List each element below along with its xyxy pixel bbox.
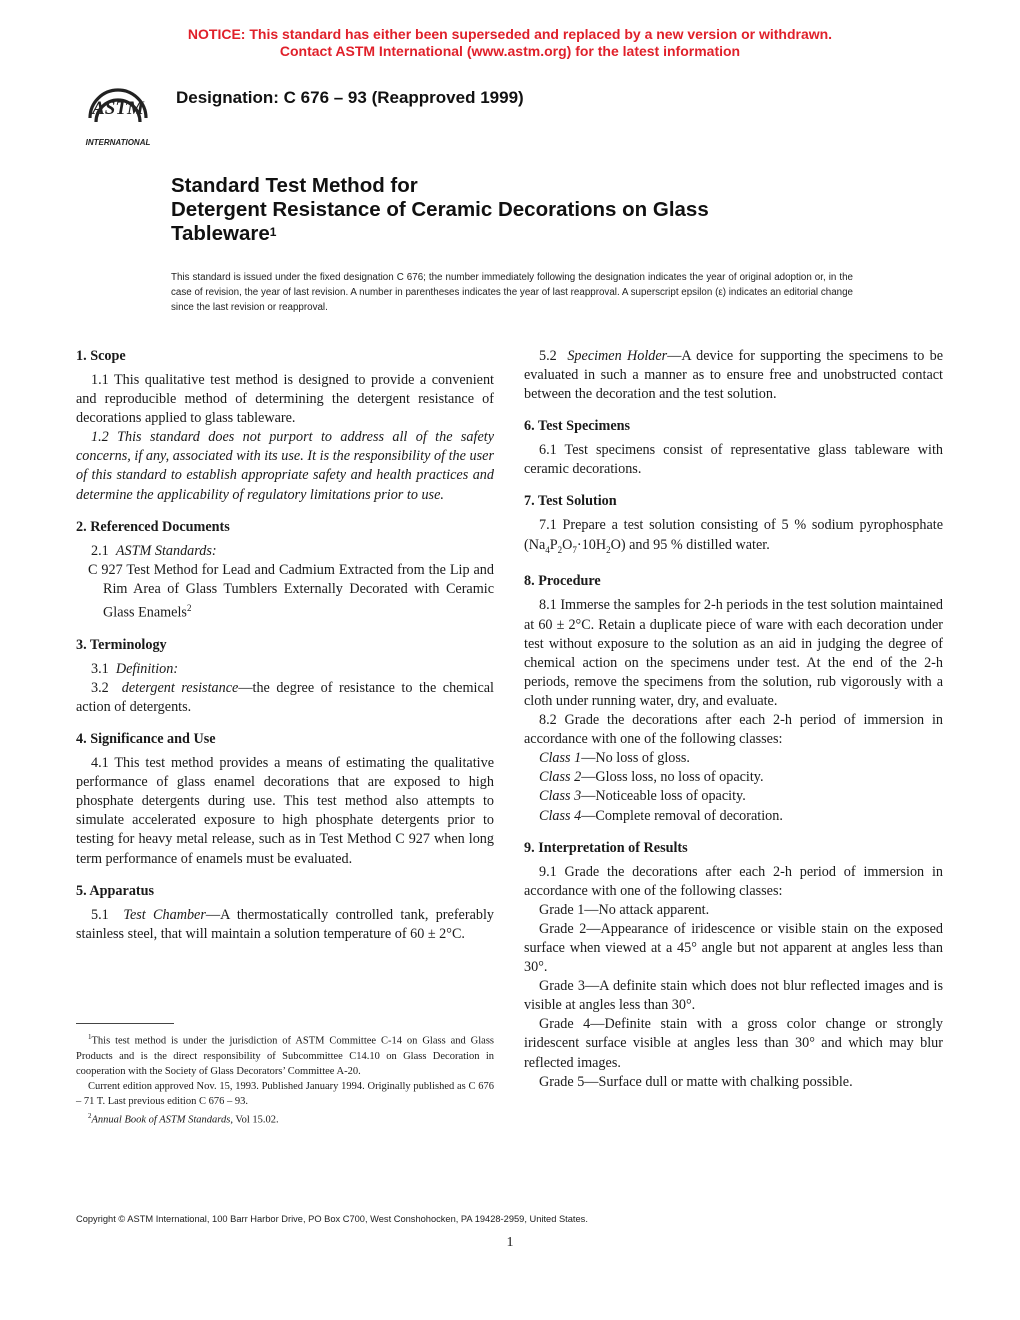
grade-item: Grade 3—A definite stain which does not blur reflected images and is visible at angles less than 30°. [524,978,943,1014]
section-significance-and-use [76,730,494,869]
copyright-line: Copyright © ASTM International, 100 Barr Harbor Drive, PO Box C700, West Conshohocken, PA 19428-2959, United States. [76,1214,588,1224]
title-line-3: Tableware$^1$ [171,222,277,245]
class-item: Class 3—Noticeable loss of opacity. [539,788,746,805]
section-heading: 2. Referenced Documents [76,518,230,535]
supersede-notice [0,26,1020,60]
section-scope [76,347,494,505]
section-procedure [524,572,943,825]
section-interpretation-of-results [524,839,943,1092]
notice-line-1: NOTICE: This standard has either been superseded and replaced by a new version or withdrawn. [187,26,833,42]
paragraph-6-1: 6.1 Test specimens consist of representative glass tableware with ceramic decorations. [524,442,943,478]
title-line-1: Standard Test Method for [171,174,418,197]
section-heading: 3. Terminology [76,636,167,653]
astm-logo-subtext: INTERNATIONAL [85,138,151,147]
class-item: Class 1—No loss of gloss. [539,750,690,767]
title-line-2: Detergent Resistance of Ceramic Decorations on Glass [171,198,709,221]
section-heading: 6. Test Specimens [524,418,631,435]
designation: Designation: C 676 – 93 (Reapproved 1999) [176,88,524,107]
section-heading: 7. Test Solution [524,493,617,510]
grade-item: Grade 1—No attack apparent. [539,901,710,918]
section-heading: 5. Apparatus [76,882,155,899]
right-column [524,347,943,1105]
section-heading: 1. Scope [76,348,126,364]
section-heading: 9. Interpretation of Results [524,839,688,856]
document-title [171,174,871,246]
grade-item: Grade 4—Definite stain with a gross color change or strongly iridescent surface visible at angles less than 30° and which may blur reflected images. [524,1016,943,1071]
astm-logo-text: ASTM [92,98,144,119]
left-column [76,347,494,957]
section-referenced-documents [76,518,494,623]
footnote-divider [76,1023,174,1024]
title-footnote-mark: 1 [269,225,277,239]
reference-c927: C 927 Test Method for Lead and Cadmium Extracted from the Lip and Rim Area of Glass Tumblers Externally Decorated with Ceramic Glass Enamels$^2$ [88,561,494,621]
footnote-mark: 2 [186,602,192,613]
section-heading: 8. Procedure [524,573,601,590]
paragraph-7-1: 7.1 Prepare a test solution consisting of 5 % sodium pyrophosphate $(Na_4P_2O_7\cdot 10H_2O)$ and 95 % distilled water. [524,517,943,555]
astm-logo [76,74,160,148]
issuance-statement: This standard is issued under the fixed designation C 676; the number immediately following the designation indicates the year of original adoption or, in the case of revision, the year of last revision. A number in parentheses indicates the year of last reapproval. A superscript epsilon (ε) indicates an editorial change since the last revision or reapproval. [171,272,853,313]
paragraph-4-1: 4.1 This test method provides a means of estimating the qualitative performance of glass enamel decorations that are exposed to high phosphate detergents during use. This test method also attempts to simulate accelerated exposure to high phosphate detergents prior to testing for heavy metal release, such as in Test Method C 927 when long term performance of enamels must be evaluated. [76,755,494,867]
class-item: Class 4—Complete removal of decoration. [539,807,783,824]
notice-line-2: Contact ASTM International (www.astm.org) for the latest information [279,43,741,59]
section-terminology [76,636,494,717]
paragraph-9-1: 9.1 Grade the decorations after each 2-h period of immersion in accordance with one of the following classes: [524,863,943,899]
section-apparatus-continued [524,347,943,404]
paragraph-1-2: 1.2 This standard does not purport to address all of the safety concerns, if any, associated with its use. It is the responsibility of the user of this standard to establish appropriate safety and health practices and determine the applicability of regulatory limitations prior to use. [76,429,494,503]
footnote-1: $^1$This test method is under the jurisdiction of ASTM Committee C-14 on Glass and Glass Products and is the direct responsibility of Subcommittee C14.10 on Glass Decoration in cooperation with the Society of Glass Decorators’ Committee A-20. [76,1033,494,1077]
paragraph-8-1: 8.1 Immerse the samples for 2-h periods in the test solution maintained at 60 ± 2°C. Retain a duplicate piece of ware with each decoration under test without exposure to the solution as an aid in judging the degree of chemical action on the specimens under test. At the end of the 2-h periods, remove the specimens from the solution, rub vigorously with a cloth under running water, dry, and evaluate. [524,597,943,709]
section-apparatus [76,882,494,944]
paragraph-2-1: 2.1 ASTM Standards: [91,542,217,559]
page-number: 1 [506,1235,514,1250]
paragraph-3-1: 3.1 Definition: [91,660,179,677]
grade-item: Grade 2—Appearance of iridescence or visible stain on the exposed surface when viewed at a 45° angle but not apparent at angles less than 30°. [524,920,943,976]
paragraph-1-1: 1.1 This qualitative test method is designed to provide a convenient and reproducible method of determining the detergent resistance of decorations applied to glass tableware. [76,372,494,427]
paragraph-3-2: 3.2 detergent resistance—the degree of resistance to the chemical action of detergents. [76,679,494,715]
section-test-specimens [524,417,943,479]
paragraph-8-2: 8.2 Grade the decorations after each 2-h period of immersion in accordance with one of the following classes: [524,712,943,748]
footnote-1-edition: Current edition approved Nov. 15, 1993. Published January 1994. Originally published as C 676 – 71 T. Last previous edition C 676 – 93. [76,1080,494,1107]
paragraph-5-1: 5.1 Test Chamber—A thermostatically controlled tank, preferably stainless steel, that will maintain a solution temperature of 60 ± 2°C. [76,906,495,942]
class-item: Class 2—Gloss loss, no loss of opacity. [539,769,764,786]
footnotes [76,1030,494,1127]
footnote-2: $^2$Annual Book of ASTM Standards, Vol 15.02. [88,1111,279,1125]
section-test-solution [524,492,943,559]
grade-item: Grade 5—Surface dull or matte with chalking possible. [539,1073,853,1090]
paragraph-5-2: 5.2 Specimen Holder—A device for supporting the specimens to be evaluated in such a manner as to ensure free and unobstructed contact between the decoration and the test solution. [524,348,944,403]
section-heading: 4. Significance and Use [76,731,216,748]
